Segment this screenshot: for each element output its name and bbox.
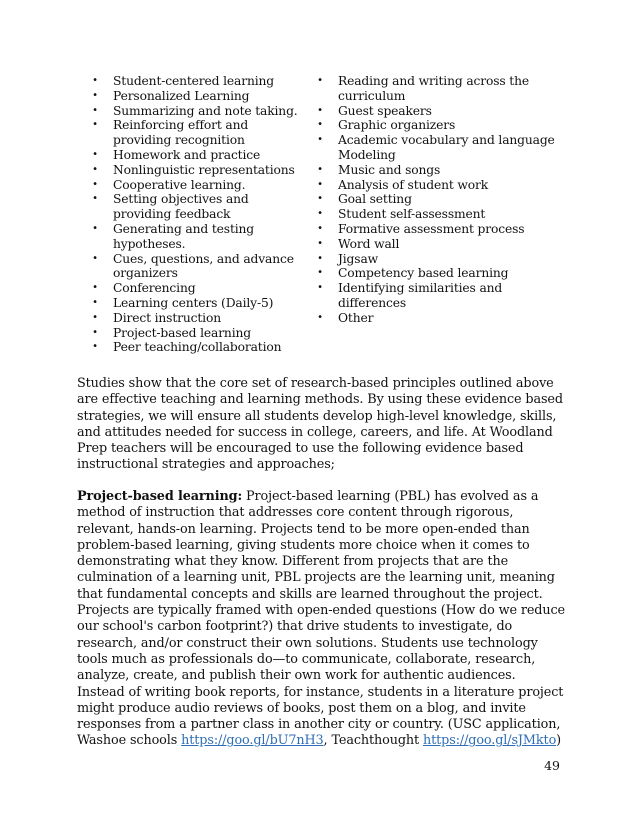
bullet-dot-icon: •	[92, 282, 98, 294]
bullet-text: Cues, questions, and advance organizers	[113, 251, 294, 281]
bullet-item	[90, 178, 305, 193]
bullet-dot-icon: •	[92, 296, 98, 308]
bullet-dot-icon: •	[317, 267, 323, 279]
bullet-item	[90, 89, 305, 104]
bullet-text: Peer teaching/collaboration	[113, 340, 282, 355]
bullet-item	[315, 163, 555, 178]
bullet-item	[315, 104, 555, 119]
bullet-item	[90, 340, 305, 355]
bullet-text: Project-based learning	[113, 325, 251, 340]
bullet-dot-icon: •	[92, 104, 98, 116]
pbl-heading: Project-based learning:	[77, 489, 243, 504]
bullet-item	[90, 74, 305, 89]
bullet-dot-icon: •	[92, 148, 98, 160]
bullet-text: Student self-assessment	[338, 207, 486, 222]
bullet-dot-icon: •	[92, 193, 98, 205]
bullet-item	[90, 281, 305, 296]
bullet-text: Direct instruction	[113, 310, 221, 325]
bullet-item	[315, 252, 555, 267]
bullet-text: Graphic organizers	[338, 118, 456, 133]
pbl-paragraph	[77, 489, 567, 750]
bullet-dot-icon: •	[317, 193, 323, 205]
bullet-text: Other	[338, 310, 374, 325]
bullet-item	[90, 296, 305, 311]
bullet-dot-icon: •	[317, 119, 323, 131]
bullet-item	[90, 326, 305, 341]
bullet-item	[315, 192, 555, 207]
bullet-dot-icon: •	[92, 252, 98, 264]
bullet-dot-icon: •	[317, 237, 323, 249]
bullet-item	[315, 74, 555, 104]
bullet-list-right	[315, 74, 555, 326]
bullet-dot-icon: •	[92, 119, 98, 131]
bullet-dot-icon: •	[92, 178, 98, 190]
bullet-dot-icon: •	[92, 311, 98, 323]
teachthought-link[interactable]: https://goo.gl/sJMkto	[423, 733, 557, 749]
bullet-text: Reinforcing effort and providing recognition	[113, 118, 249, 148]
bullet-item	[90, 252, 305, 282]
bullet-text: Homework and practice	[113, 147, 261, 162]
bullet-text: Music and songs	[338, 162, 441, 177]
bullet-item	[90, 163, 305, 178]
bullet-dot-icon: •	[317, 163, 323, 175]
bullet-dot-icon: •	[317, 134, 323, 146]
link-separator-text: , Teachthought	[323, 733, 424, 749]
bullet-dot-icon: •	[317, 75, 323, 86]
bullet-dot-icon: •	[92, 341, 98, 353]
bullet-dot-icon: •	[92, 89, 98, 101]
bullet-item	[315, 266, 555, 281]
bullet-item	[315, 207, 555, 222]
bullet-dot-icon: •	[317, 104, 323, 116]
bullet-text: Personalized Learning	[113, 88, 250, 103]
bullet-text: Guest speakers	[338, 103, 432, 118]
bullet-text: Word wall	[338, 236, 400, 251]
bullet-dot-icon: •	[92, 163, 98, 175]
closing-paren: )	[556, 733, 562, 749]
bullet-dot-icon: •	[317, 252, 323, 264]
bullet-text: Goal setting	[338, 192, 412, 207]
bullet-list-left	[90, 74, 305, 355]
intro-paragraph: Studies show that the core set of research-based principles outlined above are effective teaching and learning methods. By using these evidence based strategies, we will ensure all students develop high-level knowledge, skills, and attitudes needed for success in college, careers, and life. At Woodland Prep teachers will be encouraged to use the following evidence based instructional strategies and approaches;	[77, 376, 563, 473]
bullet-text: Analysis of student work	[338, 177, 489, 192]
bullet-dot-icon: •	[317, 222, 323, 234]
bullet-item	[315, 222, 555, 237]
bullet-dot-icon: •	[92, 222, 98, 234]
bullet-text: Academic vocabulary and language Modeling	[338, 133, 555, 162]
bullet-text: Competency based learning	[338, 266, 509, 281]
bullet-text: Reading and writing across the curriculum	[338, 74, 529, 103]
bullet-dot-icon: •	[317, 178, 323, 190]
bullet-item	[315, 178, 555, 193]
bullet-item	[315, 133, 555, 163]
bullet-item	[90, 118, 305, 148]
bullet-text: Learning centers (Daily-5)	[113, 295, 274, 310]
bullet-text: Cooperative learning.	[113, 177, 246, 192]
bullet-item	[315, 237, 555, 252]
bullet-item	[90, 148, 305, 163]
bullet-item	[90, 222, 305, 252]
bullet-item	[90, 104, 305, 119]
bullet-text: Student-centered learning	[113, 74, 275, 88]
bullet-text: Setting objectives and providing feedback	[113, 192, 249, 222]
bullet-text: Jigsaw	[338, 251, 379, 266]
bullet-dot-icon: •	[317, 208, 323, 220]
bullet-text: Conferencing	[113, 281, 196, 296]
page-number: 49	[544, 758, 560, 773]
bullet-text: Formative assessment process	[338, 221, 525, 236]
bullet-text: Nonlinguistic representations	[113, 162, 295, 177]
bullet-dot-icon: •	[92, 75, 98, 86]
bullet-item	[315, 311, 555, 326]
bullet-item	[315, 281, 555, 311]
bullet-dot-icon: •	[92, 326, 98, 338]
bullet-text: Identifying similarities and differences	[338, 281, 503, 310]
bullet-item	[90, 192, 305, 222]
bullet-text: Generating and testing hypotheses.	[113, 221, 255, 251]
bullet-text: Summarizing and note taking.	[113, 103, 298, 118]
bullet-item	[315, 118, 555, 133]
washoe-link[interactable]: https://goo.gl/bU7nH3	[181, 733, 324, 749]
bullet-dot-icon: •	[317, 311, 323, 323]
pbl-body-text: Project-based learning (PBL) has evolved as a method of instruction that addresses core content through rigorous, relevant, hands-on learning. Projects tend to be more open-ended than problem-based learning, giving students more choice when it comes to demonstrating what they know. Different from projects that are the culmination of a learning unit, PBL projects are the learning unit, meaning that fundamental concepts and skills are learned throughout the project. Projects are typically framed with open-ended questions (How do we reduce our school's carbon footprint?) that drive students to investigate, do research, and/or construct their own solutions. Students use technology tools much as professionals do—to communicate, collaborate, research, analyze, create, and publish their own work for authentic audiences. Instead of writing book reports, for instance, students in a literature project might produce audio reviews of books, post them on a blog, and invite responses from a partner class in another city or country. (USC application, Washoe schools	[77, 489, 565, 749]
bullet-dot-icon: •	[317, 282, 323, 294]
bullet-item	[90, 311, 305, 326]
